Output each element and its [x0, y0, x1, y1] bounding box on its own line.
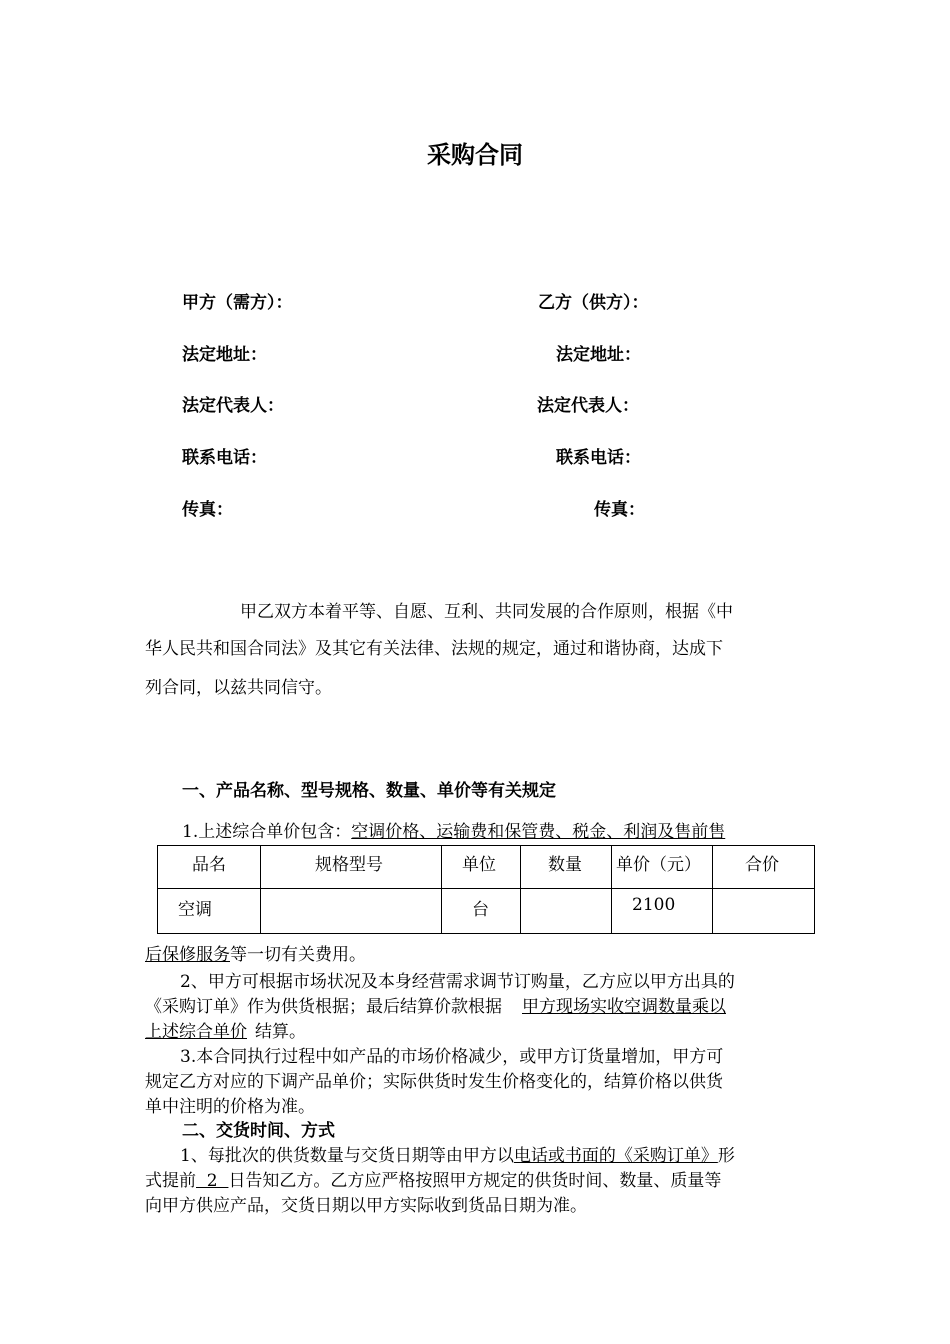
section-1-item-3-line-2: 规定乙方对应的下调产品单价；实际供货时发生价格变化的，结算价格以供货 — [145, 1072, 723, 1092]
table-row — [158, 889, 815, 934]
intro-line-1: 甲乙双方本着平等、自愿、互利、共同发展的合作原则，根据《中 — [240, 602, 733, 622]
section-1-item-1-cont — [145, 940, 810, 965]
section-2-line-1-underline: 电话或书面的《采购订单》 — [513, 1146, 718, 1166]
table-header-cell: 单价（元） — [612, 846, 713, 889]
section-1-item-3-line-3: 单中注明的价格为准。 — [145, 1097, 315, 1117]
party-a-phone: 联系电话： — [182, 448, 267, 468]
intro-line-2: 华人民共和国合同法》及其它有关法律、法规的规定，通过和谐协商，达成下 — [145, 639, 723, 659]
item-1-cont-rest: 等一切有关费用。 — [230, 945, 366, 965]
table-cell: 2100 — [612, 889, 713, 934]
table-header-cell: 合价 — [713, 846, 815, 889]
table-cell — [521, 889, 612, 934]
table-header-cell: 规格型号 — [261, 846, 442, 889]
table-cell: 空调 — [158, 889, 261, 934]
section-2-line-2 — [145, 1166, 810, 1191]
section-2-line-1-text: 1、每批次的供货数量与交货日期等由甲方以 — [180, 1146, 514, 1166]
item-2-line-3-rest: 结算。 — [255, 1022, 306, 1042]
party-a-header: 甲方（需方）： — [182, 293, 293, 313]
party-a-address: 法定地址： — [182, 345, 267, 365]
table-cell — [713, 889, 815, 934]
section-2-line-2-rest: 日告知乙方。乙方应严格按照甲方规定的供货时间、数量、质量等 — [228, 1171, 722, 1191]
table-header-cell: 品名 — [158, 846, 261, 889]
product-table — [157, 845, 815, 934]
item-1-cont-underline: 后保修服务 — [145, 945, 230, 965]
section-1-item-1 — [182, 817, 847, 842]
intro-line-3: 列合同，以兹共同信守。 — [145, 678, 332, 698]
section-2-line-1-end: 形 — [717, 1146, 735, 1166]
item-1-underline: 空调价格、运输费和保管费、税金、利润及售前售 — [351, 822, 726, 842]
table-header-cell: 数量 — [521, 846, 612, 889]
table-cell: 台 — [442, 889, 521, 934]
party-b-fax: 传真： — [594, 500, 645, 520]
party-b-rep: 法定代表人： — [537, 396, 639, 416]
party-a-fax: 传真： — [182, 500, 233, 520]
section-1-item-2-line-1: 2、甲方可根据市场状况及本身经营需求调节订购量，乙方应以甲方出具的 — [180, 972, 735, 992]
section-2-days-underline: 2 — [196, 1171, 229, 1191]
item-2-line-3-underline: 上述综合单价 — [145, 1022, 247, 1042]
section-1-item-2-line-3 — [145, 1017, 810, 1042]
table-cell — [261, 889, 442, 934]
table-header-cell: 单位 — [442, 846, 521, 889]
table-header-row — [158, 846, 815, 889]
party-b-phone: 联系电话： — [556, 448, 641, 468]
item-2-line-2-underline: 甲方现场实收空调数量乘以 — [522, 997, 726, 1017]
page-title: 采购合同 — [427, 141, 523, 169]
section-1-item-2-line-2 — [145, 992, 810, 1017]
item-1-prefix: 1.上述综合单价包含： — [182, 822, 352, 842]
section-2-heading: 二、交货时间、方式 — [182, 1121, 335, 1141]
section-2-line-1 — [180, 1141, 845, 1166]
item-2-line-2-text: 《采购订单》作为供货根据；最后结算价款根据 — [145, 997, 502, 1017]
section-1-heading: 一、产品名称、型号规格、数量、单价等有关规定 — [182, 781, 556, 801]
party-b-address: 法定地址： — [556, 345, 641, 365]
party-b-header: 乙方（供方）： — [538, 293, 649, 313]
section-1-item-3-line-1: 3.本合同执行过程中如产品的市场价格减少，或甲方订货量增加，甲方可 — [180, 1047, 724, 1067]
party-a-rep: 法定代表人： — [182, 396, 284, 416]
section-2-line-2-text: 式提前 — [145, 1171, 196, 1191]
section-2-line-3: 向甲方供应产品，交货日期以甲方实际收到货品日期为准。 — [145, 1196, 587, 1216]
